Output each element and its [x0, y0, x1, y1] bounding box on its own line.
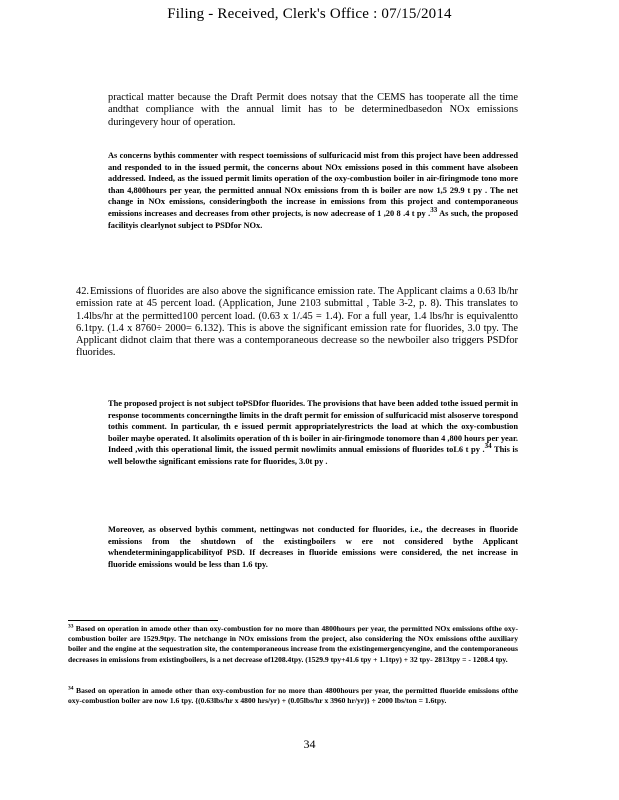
- response-fluorides-text: The proposed project is not subject toPSDfor fluorides. The provisions that have been added tothe issued permit in response tocomments concerningthe limits in the draft permit for emission of sulfuricacid mist alsoserve torespond tothis comment. In particular, th e issued permit appropriatelyrestricts the load at which the oxy-combustion boiler maybe operated. It alsolimits operation of th is boiler in air-firingmode tonomore than 4 ,800 hours per year. Indeed ,with this operational limit, the issued permit nowlimits annual emissions of fluorides toL6 t py .: [108, 399, 518, 455]
- footnote-number: 34: [68, 685, 74, 692]
- paragraph-42: [76, 286, 518, 360]
- paragraph-42-text: Emissions of fluorides are also above the significance emission rate. The Applicant claims a 0.63 lb/hr emission rate at 45 percent load. (Application, June 2103 submittal , Table 3-2, p. 8). This translates to 1.4lbs/hr at the permitted100 percent load. (0.63 x 1/.45 = 1.4). For a full year, 1.4 lbs/hr is equivalentto 6.1tpy. (1.4 x 8760÷ 2000= 6.132). This is above the significant emission rate for fluorides, 3.0 tpy. The Applicant didnot claim that there was a contemporaneous decrease so the newboiler also triggers PSDfor fluorides.: [76, 286, 518, 359]
- paragraph-number: 42.: [76, 286, 89, 297]
- response-fluorides: [108, 398, 518, 468]
- footnote-text: Based on operation in amode other than oxy-combustion for no more than 4800hours per year, the permitted NOx emissions ofthe oxy-combustion boiler are 1529.9tpy. The netchange in NOx emissions from the project, also considering the NOx emissions ofthe auxiliary boiler and the engine at the sequestration site, the contemporaneous increase from the existingemergencyengine, and the contemporaneous decreases in emissions from existingboilers, is a net decrease of1208.4tpy. (1529.9 tpy+41.6 tpy + 1.1tpy) + 32 tpy- 2813tpy = - 1208.4 tpy.: [68, 624, 518, 664]
- footnote-ref-33: 33: [430, 206, 438, 215]
- response-nox: [108, 150, 518, 231]
- footnote-34: [68, 686, 518, 706]
- footnote-ref-34: 34: [484, 442, 492, 451]
- response-netting: Moreover, as observed bythis comment, nettingwas not conducted for fluorides, i.e., the decreases in fluoride emissions from the shutdown of the existingboilers w ere not considered bythe Applicant whendeterminingapplicabilityof PSD. If decreases in fluoride emissions were considered, the net increase in fluoride emissions would be less than 1.6 tpy.: [108, 525, 518, 569]
- footnote-text: Based on operation in amode other than oxy-combustion for no more than 4800hours per year, the permitted fluoride emissions ofthe oxy-combustion boiler are now 1.6 tpy. {(0.63lbs/hr x 4800 hrs/yr) + (0.05lbs/hr x 3960 hr/yr)} ÷ 2000 lbs/ton = 1.6tpy.: [68, 686, 518, 706]
- filing-header: Filing - Received, Clerk's Office : 07/15/2014: [167, 6, 452, 22]
- footnote-33: [68, 624, 518, 665]
- response-fluorides-tail: This is well belowthe significant emissions rate for fluorides, 3.0t py .: [108, 445, 519, 466]
- page-number: 34: [303, 737, 316, 751]
- response-nox-text: As concerns bythis commenter with respect toemissions of sulfuricacid mist from this project have been addressed and responded to in the issued permit, the concerns about NOx emissions posed in this comment have alsobeen addressed. Indeed, as the issued permit limits operation of the oxy-combustion boiler in air-firingmode tono more than 4,800hours per year, the permitted annual NOx emissions from th is boiler are now 1,5 29.9 t py . The net change in NOx emissions, consideringboth the increase in emissions from this project and contemporaneous emissions increases and decreases from other projects, is now adecrease of 1 ,20 8 .4 t py .: [108, 151, 518, 218]
- top-paragraph: practical matter because the Draft Permit does notsay that the CEMS has tooperate all the time andthat compliance with the annual limit has to be determinedbasedon NOx emissions duringevery hour of operation.: [108, 92, 518, 128]
- footnote-divider: [68, 620, 218, 621]
- footnote-number: 33: [68, 623, 74, 630]
- response-nox-tail: As such, the proposed facilityis clearlynot subject to PSDfor NOx.: [108, 208, 518, 230]
